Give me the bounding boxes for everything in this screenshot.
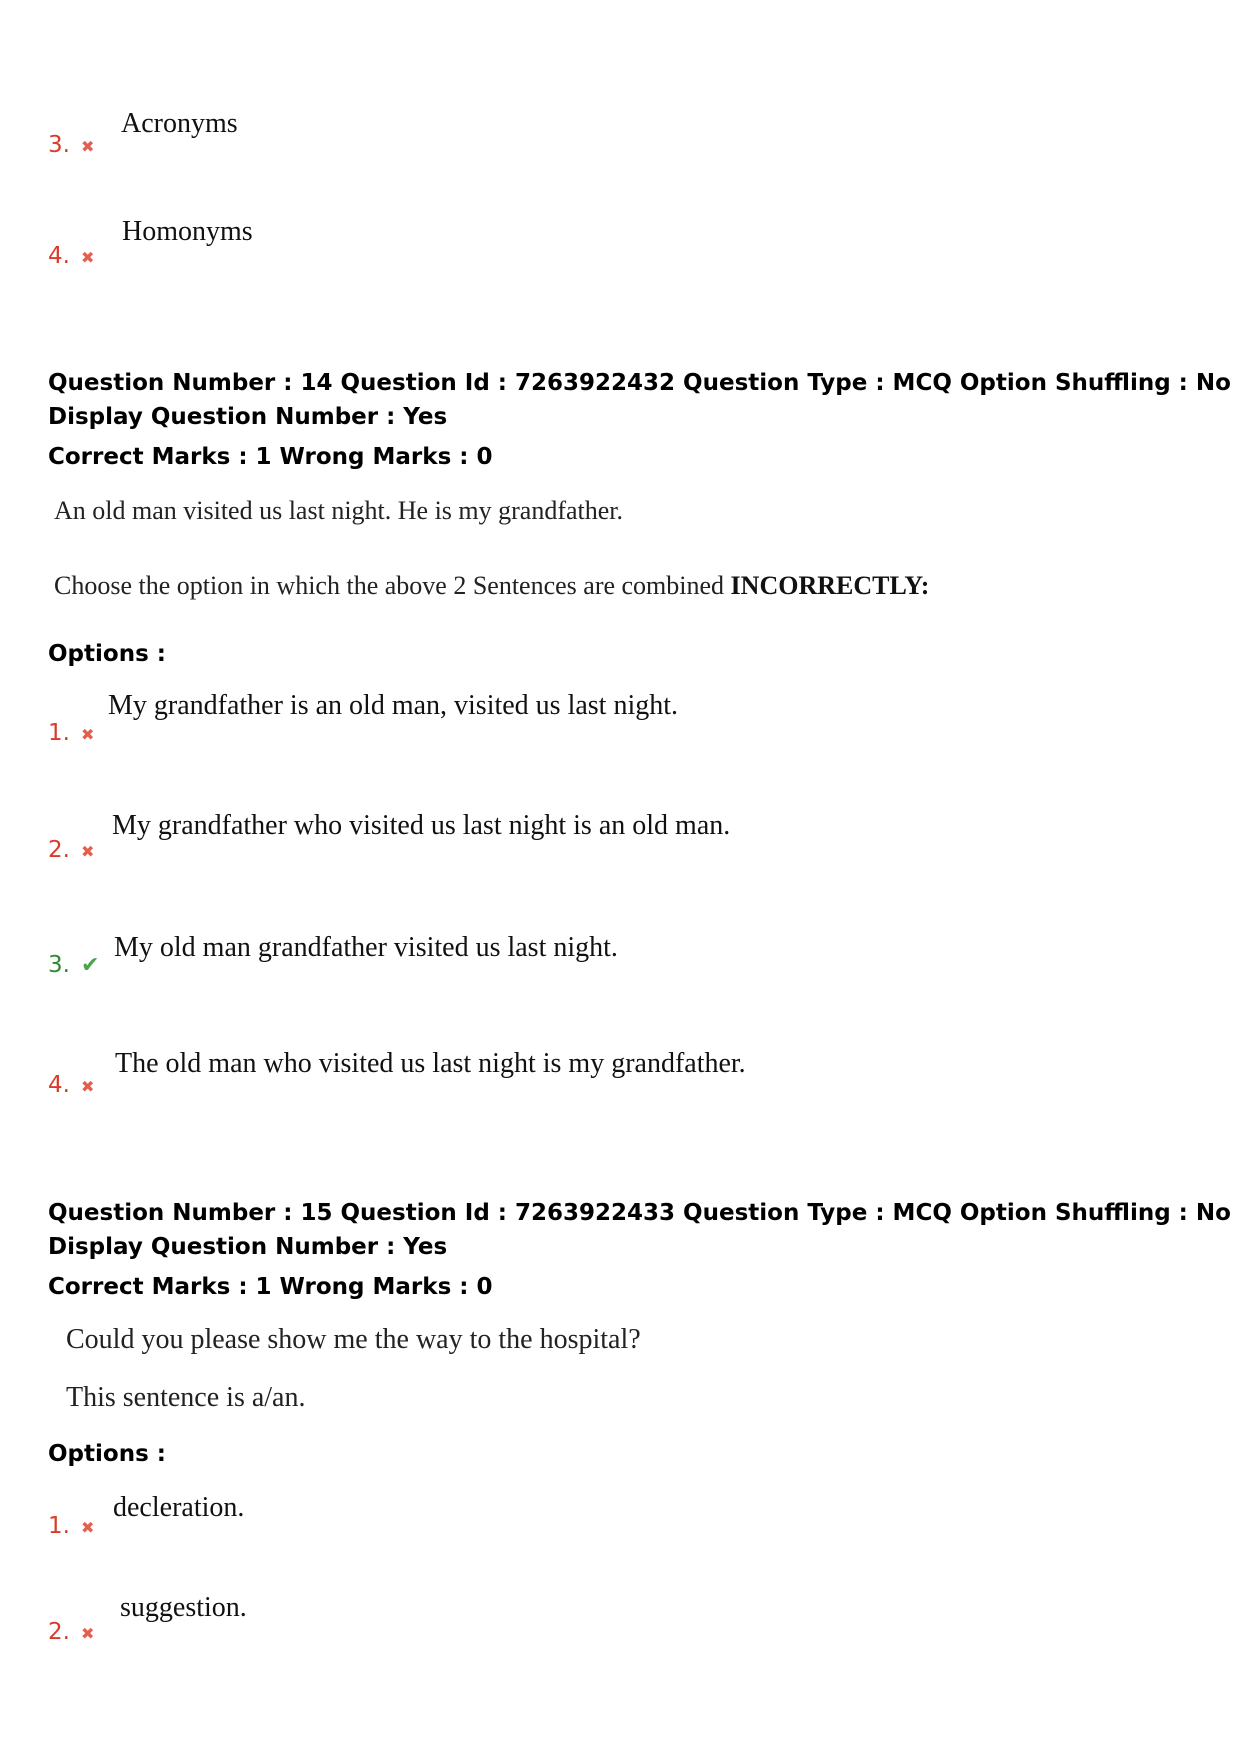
option-text: Acronyms: [121, 108, 238, 139]
cross-icon: ✖: [81, 1624, 95, 1643]
option-text: My grandfather who visited us last night is an old man.: [112, 810, 731, 841]
cross-icon: ✖: [81, 1077, 95, 1096]
cross-icon: ✖: [81, 248, 95, 267]
option-number: 3.: [48, 132, 70, 158]
option-number: 2.: [48, 1619, 70, 1645]
question-instruction: This sentence is a/an.: [66, 1382, 306, 1413]
option-number: 3.: [48, 952, 70, 978]
option-text: suggestion.: [120, 1592, 247, 1623]
question-meta: Question Number : 14 Question Id : 7263922432 Question Type : MCQ Option Shuffling : No: [48, 370, 1231, 396]
option-number: 2.: [48, 837, 70, 863]
question-marks: Correct Marks : 1 Wrong Marks : 0: [48, 1274, 493, 1300]
options-label: Options :: [48, 1441, 166, 1467]
option-row: [48, 1619, 94, 1645]
question-instruction: [54, 571, 929, 601]
cross-icon: ✖: [81, 725, 95, 744]
question-stem: Could you please show me the way to the hospital?: [66, 1324, 641, 1355]
option-text: Homonyms: [122, 216, 253, 247]
cross-icon: ✖: [81, 1518, 95, 1537]
option-row: [48, 952, 99, 978]
cross-icon: ✖: [81, 842, 95, 861]
option-text: decleration.: [113, 1492, 245, 1523]
option-text: My old man grandfather visited us last night.: [114, 932, 618, 963]
option-number: 1.: [48, 720, 70, 746]
cross-icon: ✖: [81, 137, 95, 156]
display-question-number: Display Question Number : Yes: [48, 1234, 448, 1260]
checkmark-icon: ✔: [81, 953, 100, 978]
question-marks: Correct Marks : 1 Wrong Marks : 0: [48, 444, 493, 470]
option-number: 1.: [48, 1513, 70, 1539]
display-question-number: Display Question Number : Yes: [48, 404, 448, 430]
option-row: [48, 1072, 94, 1098]
option-number: 4.: [48, 243, 70, 269]
option-row: [48, 132, 94, 158]
instruction-emphasis: INCORRECTLY:: [730, 571, 930, 600]
option-row: [48, 837, 94, 863]
question-header: [48, 366, 1231, 434]
option-text: My grandfather is an old man, visited us last night.: [108, 690, 679, 721]
question-meta: Question Number : 15 Question Id : 7263922433 Question Type : MCQ Option Shuffling : No: [48, 1200, 1231, 1226]
option-row: [48, 243, 94, 269]
option-row: [48, 1513, 94, 1539]
question-header: [48, 1196, 1231, 1264]
options-label: Options :: [48, 641, 166, 667]
question-stem: An old man visited us last night. He is my grandfather.: [54, 496, 624, 525]
option-row: [48, 720, 94, 746]
option-text: The old man who visited us last night is my grandfather.: [115, 1048, 746, 1079]
instruction-text: Choose the option in which the above 2 Sentences are combined: [54, 571, 731, 600]
option-number: 4.: [48, 1072, 70, 1098]
